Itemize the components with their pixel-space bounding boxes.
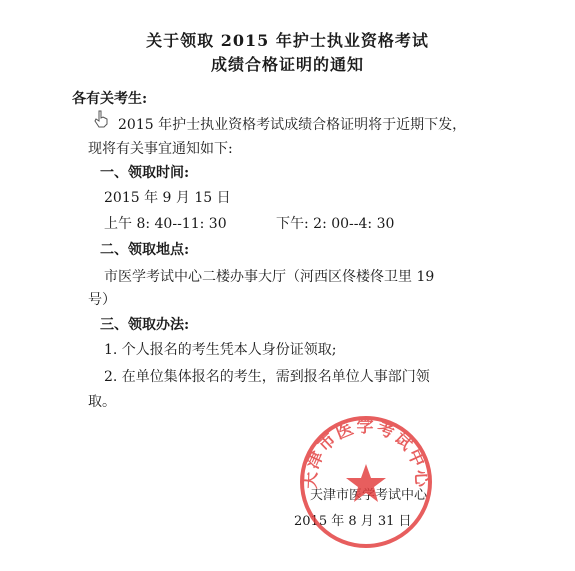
address-line2: 号） xyxy=(88,292,116,308)
method-item-2-cont: 取。 xyxy=(88,394,116,410)
pickup-date: 2015 年 9 月 15 日 xyxy=(104,190,231,206)
hand-cursor-icon xyxy=(94,110,108,128)
address-line1: 市医学考试中心二楼办事大厅（河西区佟楼佟卫里 19 xyxy=(104,269,435,285)
issue-date: 2015 年 8 月 31 日 xyxy=(294,514,412,529)
pickup-time-am: 上午 8: 40--11: 30 xyxy=(104,216,227,232)
section-location-heading: 二、领取地点: xyxy=(100,242,190,258)
method-item-1: 1. 个人报名的考生凭本人身份证领取; xyxy=(104,342,337,358)
issuing-organization: 天津市医学考试中心 xyxy=(310,488,428,503)
seal-star-icon xyxy=(346,464,386,502)
section-method-heading: 三、领取办法: xyxy=(100,317,190,333)
section-time-heading: 一、领取时间: xyxy=(100,165,190,181)
salutation: 各有关考生: xyxy=(72,91,148,107)
method-item-2: 2. 在单位集体报名的考生，需到报名单位人事部门领 xyxy=(104,369,430,385)
pickup-time-pm: 下午: 2: 00--4: 30 xyxy=(276,216,395,232)
official-seal-stamp xyxy=(296,412,436,552)
notice-title-line1: 关于领取 2015 年护士执业资格考试 xyxy=(146,31,429,50)
notice-title-line2: 成绩合格证明的通知 xyxy=(210,55,364,74)
intro-line2: 现将有关事宜通知如下: xyxy=(88,141,233,157)
intro-line1: 2015 年护士执业资格考试成绩合格证明将于近期下发， xyxy=(118,117,467,133)
seal-text: 天津市医学考试中心 xyxy=(300,416,432,490)
